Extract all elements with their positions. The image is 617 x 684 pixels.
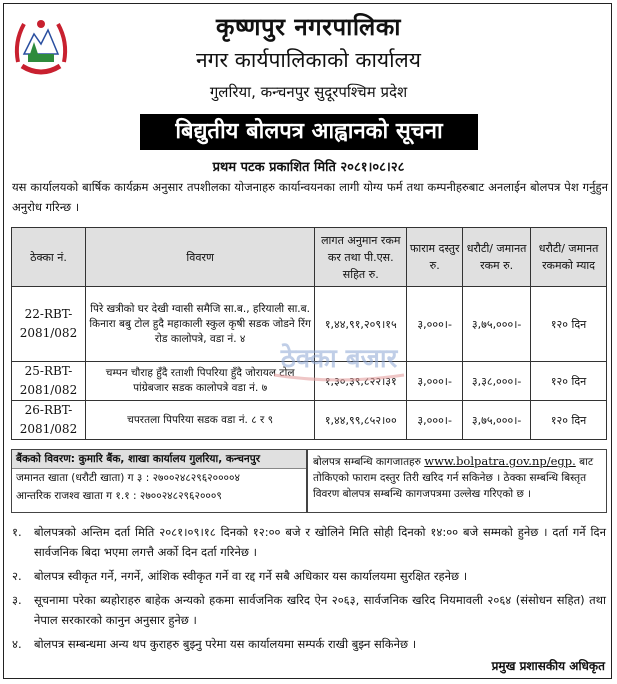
deposit-amount: ३,३८,०००।- xyxy=(463,362,531,401)
col-header-description: विवरण xyxy=(85,228,314,287)
col-header-estimated-cost: लागत अनुमान रकम कर तथा पी.एस. सहित रु. xyxy=(315,228,407,287)
egp-text-after: बाट तोकिएको फाराम दस्तुर तिरी खरिद गर्न सकिनेछ । ठेक्का सम्बन्धि बिस्तृत विवरण बोलपत्र सम्बन्धि कागजपत्रमा उल्लेख गरिएको छ । xyxy=(313,456,594,500)
watermark-text: ठेक्का बजार xyxy=(280,344,398,374)
contract-no: 25-RBT-2081/082 xyxy=(12,362,86,401)
deposit-validity: १२० दिन xyxy=(531,287,607,362)
form-fee: ३,०००।- xyxy=(407,287,463,362)
contract-no: 22-RBT-2081/082 xyxy=(12,287,86,362)
deposit-validity: १२० दिन xyxy=(531,401,607,440)
list-item xyxy=(12,634,606,654)
note-number: २. xyxy=(12,569,22,583)
bank-title: बैंकको विवरण: कुमारि बैंक, शाखा कार्यालय गुलरिया, कन्चनपुर xyxy=(12,450,306,469)
office-address: गुलरिया, कन्चनपुर सुदूरपश्चिम प्रदेश xyxy=(209,83,408,101)
estimated-cost: १,४४,९१,२०९।१५ xyxy=(315,287,407,362)
col-header-deposit: धरौटी/ जमानत रकम रु. xyxy=(463,228,531,287)
list-item xyxy=(12,522,606,562)
col-header-form-fee: फाराम दस्तुर रु. xyxy=(407,228,463,287)
form-fee: ३,०००।- xyxy=(407,362,463,401)
note-number: १. xyxy=(12,525,22,539)
deposit-account: जमानत खाता (धरौटी खाता) ग ३ : २७००२४८२९६२००००४ xyxy=(16,472,240,484)
description: पिरे खत्रीको घर देखी ग्वासी समैजि सा.ब., हरियाली सा.ब. किनारा बबु टोल हुदै महाकाली स्कुल कृषी सडक जोडने रिंग रोड कालोपत्रे, वडा नं. ४ xyxy=(85,287,314,362)
col-header-validity: धरौटी/ जमानत रकमको म्याद xyxy=(531,228,607,287)
note-text: बोलपत्र सम्बन्धमा अन्य थप कुराहरु बुझ्नु परेमा यस कार्यालयमा सम्पर्क राखी बुझ्न सकिनेछ । xyxy=(34,637,417,651)
signatory-title: प्रमुख प्रशासकीय अधिकृत xyxy=(491,659,605,673)
note-text: सूचनामा परेका ब्यहोराहरु बाहेक अन्यको हकमा सार्वजनिक खरिद ऐन २०६३, सार्वजनिक खरिद नियमावली २०६४ (संसोधन सहित) तथा नेपाल सरकारको कानुन अनुसार हुनेछ । xyxy=(34,593,606,627)
municipality-name: कृष्णपुर नगरपालिका xyxy=(216,13,401,41)
deposit-amount: ३,७५,०००।- xyxy=(463,287,531,362)
note-text: बोलपत्र स्वीकृत गर्ने, नगर्ने, आंशिक स्वीकृत गर्ने वा रद्द गर्ने सबै अधिकार यस कार्यालयमा सुरक्षित रहनेछ । xyxy=(34,569,468,583)
note-number: ४. xyxy=(12,637,22,651)
contract-no: 26-RBT-2081/082 xyxy=(12,401,86,440)
revenue-account: आन्तरिक राजश्व खाता ग १.१ : २७००२४८२९६२०००९ xyxy=(16,490,222,502)
description: चम्पन चौराह हुँदै रताशी पिपरिया हुँदै जोरायल टोल पांग्रेबजार सडक कालोपत्रे वडा नं. ७ xyxy=(85,362,314,401)
watermark-logo xyxy=(264,329,414,385)
note-text: बोलपत्रको अन्तिम दर्ता मिति २०८१।०९।१८ दिनको १२:०० बजे र खोलिने मिति सोही दिनको १४:०० बजे सम्मको हुनेछ । दर्ता गर्ने दिन सार्वजनिक बिदा भएमा लगत्तै अर्को दिन दर्ता गरिनेछ । xyxy=(34,525,606,559)
description: चपरतला पिपरिया सडक वडा नं. ८ र ९ xyxy=(85,401,314,440)
egp-text-before: बोलपत्र सम्बन्धि कागजातहरु xyxy=(313,456,421,468)
estimated-cost: १,३०,३९,८२२।३१ xyxy=(315,362,407,401)
col-header-contract-no: ठेक्का नं. xyxy=(12,228,86,287)
notice-title: बिद्युतीय बोलपत्र आह्वानको सूचना xyxy=(140,114,478,150)
notes-list xyxy=(12,522,606,658)
egp-info xyxy=(307,449,607,513)
list-item xyxy=(12,590,606,630)
published-date: प्रथम पटक प्रकाशित मिति २०८१।०८।२८ xyxy=(212,160,405,175)
bank-details xyxy=(11,449,307,513)
list-item xyxy=(12,566,606,586)
deposit-amount: ३,७५,०००।- xyxy=(463,401,531,440)
table-row xyxy=(12,401,607,440)
office-name: नगर कार्यपालिकाको कार्यालय xyxy=(196,48,421,72)
egp-link[interactable]: www.bolpatra.gov.np/egp. xyxy=(424,454,576,468)
intro-paragraph: यस कार्यालयको बार्षिक कार्यक्रम अनुसार तपशीलका योजनाहरु कार्यान्वयनका लागी योग्य फर्म तथा कम्पनीहरुबाट अनलाईन बोलपत्र पेश गर्नुहुन अनुरोध गरिन्छ । xyxy=(12,180,608,214)
note-number: ३. xyxy=(12,593,22,607)
estimated-cost: १,४४,९९,८५२।०० xyxy=(315,401,407,440)
deposit-validity: १२० दिन xyxy=(531,362,607,401)
table-header-row xyxy=(12,228,607,287)
form-fee: ३,०००।- xyxy=(407,401,463,440)
